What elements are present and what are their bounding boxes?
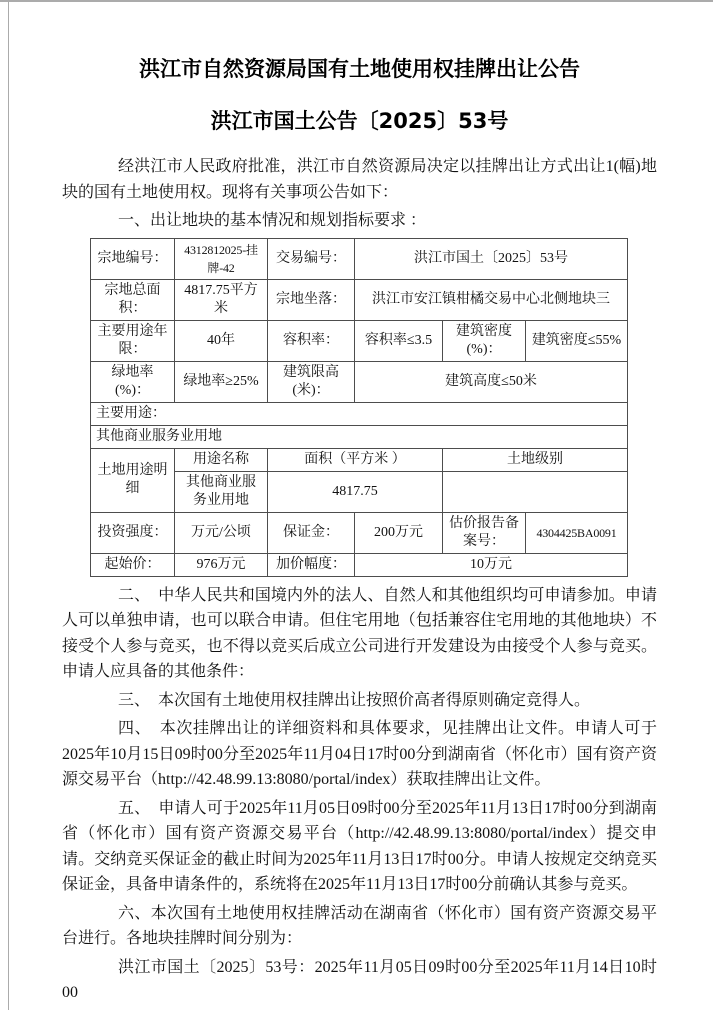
start-price-label: 起始价： [91,553,175,576]
table-row [91,448,628,471]
land-info-table [90,238,628,577]
table-row [91,320,628,361]
building-density-value: 建筑密度≤55% [526,320,628,361]
tenure-label: 主要用途年限： [91,320,175,361]
deposit-label: 保证金： [268,512,355,553]
parcel-number-label: 宗地编号： [91,238,175,279]
table-row [91,361,628,402]
intro-paragraph: 经洪江市人民政府批准，洪江市自然资源局决定以挂牌出让方式出让1(幅)地块的国有土地使用权。现将有关事项公告如下： [62,158,657,201]
table-row [91,553,628,576]
table-row [91,512,628,553]
green-ratio-label: 绿地率(%)： [91,361,175,402]
table-row [91,402,628,425]
paragraph-6: 六、本次国有土地使用权挂牌活动在湖南省（怀化市）国有资产资源交易平台进行。各地块挂牌时间分别为： [62,904,657,947]
trade-number-label: 交易编号： [268,238,355,279]
main-use-label: 主要用途： [91,402,628,425]
trade-number-value: 洪江市国土〔2025〕53号 [355,238,628,279]
plot-ratio-value: 容积率≤3.5 [355,320,443,361]
document-subtitle: 洪江市国土公告〔2025〕53号 [210,109,509,133]
building-density-label: 建筑密度(%)： [443,320,526,361]
area-header: 面积（平方米 ） [268,448,443,471]
increment-value: 10万元 [355,553,628,576]
paragraph-listing-time: 洪江市国土〔2025〕53号：2025年11月05日09时00分至2025年11月14日10时00 [62,958,657,1001]
investment-label: 投资强度： [91,512,175,553]
location-label: 宗地坐落： [268,279,355,320]
table-row [91,425,628,448]
appraisal-number-value: 4304425BA0091 [526,512,628,553]
page-left-border [8,0,9,1010]
paragraph-3: 三、 本次国有土地使用权挂牌出让按照价高者得原则确定竞得人。 [118,691,591,709]
table-row [91,279,628,320]
page-top-border [0,0,713,2]
area-value: 4817.75 [268,471,443,512]
height-limit-label: 建筑限高(米)： [268,361,355,402]
total-area-label: 宗地总面积： [91,279,175,320]
height-limit-value: 建筑高度≤50米 [355,361,628,402]
document-title: 洪江市自然资源局国有土地使用权挂牌出让公告 [139,57,580,81]
table-row [91,238,628,279]
plot-ratio-label: 容积率： [268,320,355,361]
tenure-value: 40年 [175,320,268,361]
body-paragraphs [62,583,657,1006]
location-value: 洪江市安江镇柑橘交易中心北侧地块三 [355,279,628,320]
use-detail-label: 土地用途明细 [91,448,175,512]
total-area-value: 4817.75平方米 [175,279,268,320]
parcel-number-value: 4312812025-挂牌-42 [175,238,268,279]
appraisal-number-label: 估价报告备案号： [443,512,526,553]
paragraph-4: 四、 本次挂牌出让的详细资料和具体要求，见挂牌出让文件。申请人可于2025年10月15日09时00分至2025年11月04日17时00分到湖南省（怀化市）国有资产资源交易平台（http://42.48.99.13:8080/portal/index）获取挂牌出让文件。 [62,720,657,788]
paragraph-2: 二、 中华人民共和国境内外的法人、自然人和其他组织均可申请参加。申请人可以单独申请，也可以联合申请。但住宅用地（包括兼容住宅用地的其他地块）不接受个人参与竞买，也不得以竞买后成立公司进行开发建设为由接受个人参与竞买。申请人应具备的其他条件： [62,586,657,680]
use-name-header: 用途名称 [175,448,268,471]
paragraph-5: 五、 申请人可于2025年11月05日09时00分至2025年11月13日17时00分到湖南省（怀化市）国有资产资源交易平台（http://42.48.99.13:8080/portal/index）提交申请。交纳竞买保证金的截止时间为2025年11月13日17时00分。申请人按规定交纳竞买保证金，具备申请条件的，系统将在2025年11月13日17时00分前确认其参与竞买。 [62,799,657,893]
main-use-value: 其他商业服务业用地 [91,425,628,448]
green-ratio-value: 绿地率≥25% [175,361,268,402]
land-grade-header: 土地级别 [443,448,628,471]
section1-heading: 一、出让地块的基本情况和规划指标要求 ： [118,212,427,229]
land-grade-value [443,471,628,512]
increment-label: 加价幅度： [268,553,355,576]
use-name-value: 其他商业服务业用地 [175,471,268,512]
start-price-value: 976万元 [175,553,268,576]
deposit-value: 200万元 [355,512,443,553]
investment-value: 万元/公顷 [175,512,268,553]
